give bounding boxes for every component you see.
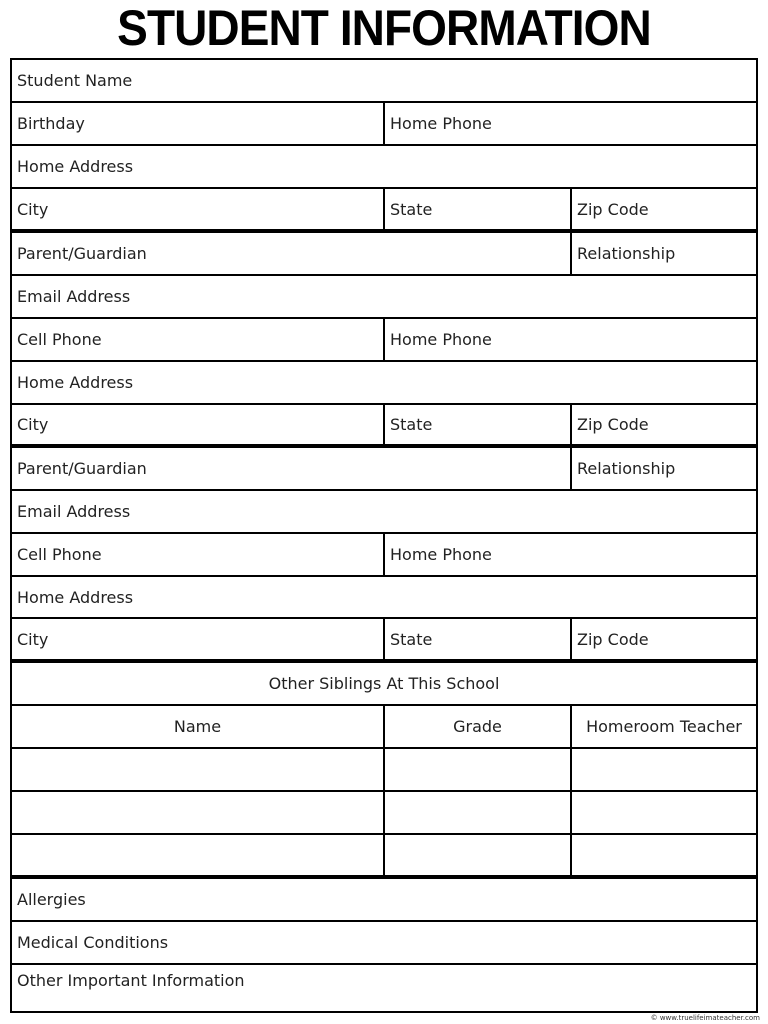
sibling-grade-cell[interactable] — [385, 792, 572, 833]
guardian2-address-row — [12, 577, 756, 619]
sibling-name-cell[interactable] — [12, 835, 385, 875]
guardian1-phone-row — [12, 319, 756, 362]
student-info-form — [10, 58, 758, 1013]
guardian2-email-row — [12, 491, 756, 534]
guardian2-home-address-field[interactable]: Home Address — [17, 587, 134, 607]
student-address-row — [12, 146, 756, 189]
student-home-address-field[interactable]: Home Address — [17, 157, 134, 176]
medical-row — [12, 922, 756, 965]
guardian2-city-row — [12, 619, 756, 663]
sibling-teacher-cell[interactable] — [572, 835, 756, 875]
guardian2-cell-phone-field[interactable]: Cell Phone — [12, 534, 385, 575]
student-city-row — [12, 189, 756, 233]
guardian2-city-field[interactable]: City — [12, 619, 385, 659]
allergies-row — [12, 879, 756, 922]
table-row — [12, 792, 756, 835]
sibling-name-cell[interactable] — [12, 749, 385, 790]
guardian2-email-field[interactable]: Email Address — [17, 502, 131, 521]
guardian1-address-row — [12, 362, 756, 405]
guardian2-relationship-field[interactable]: Relationship — [577, 459, 676, 478]
guardian1-home-address-field[interactable]: Home Address — [17, 373, 134, 392]
guardian1-parent-field[interactable]: Parent/Guardian — [12, 233, 572, 274]
table-row — [12, 749, 756, 792]
student-name-field[interactable]: Student Name — [17, 71, 133, 90]
table-row — [12, 835, 756, 879]
allergies-field[interactable]: Allergies — [17, 890, 86, 909]
student-zip-field[interactable]: Zip Code — [577, 199, 649, 219]
guardian2-phone-row — [12, 534, 756, 577]
sibling-teacher-cell[interactable] — [572, 792, 756, 833]
page-title: STUDENT INFORMATION — [117, 0, 651, 56]
other-important-info-field[interactable]: Other Important Information — [17, 971, 245, 990]
siblings-col-name: Name — [12, 706, 385, 747]
sibling-grade-cell[interactable] — [385, 835, 572, 875]
guardian1-email-row — [12, 276, 756, 319]
guardian1-email-field[interactable]: Email Address — [17, 287, 131, 306]
guardian2-state-field[interactable]: State — [385, 619, 572, 659]
sibling-teacher-cell[interactable] — [572, 749, 756, 790]
student-name-row — [12, 60, 756, 103]
birthday-row — [12, 103, 756, 146]
student-state-field[interactable]: State — [385, 189, 572, 229]
guardian1-cell-phone-field[interactable]: Cell Phone — [12, 319, 385, 360]
guardian1-relationship-field[interactable]: Relationship — [577, 244, 676, 263]
siblings-col-teacher: Homeroom Teacher — [586, 717, 742, 736]
other-info-row — [12, 965, 756, 1011]
guardian1-row — [12, 233, 756, 276]
guardian1-city-field[interactable]: City — [12, 405, 385, 444]
guardian1-city-row — [12, 405, 756, 448]
guardian2-home-phone-field[interactable]: Home Phone — [390, 545, 492, 564]
guardian2-row — [12, 448, 756, 491]
sibling-grade-cell[interactable] — [385, 749, 572, 790]
siblings-header-row — [12, 706, 756, 749]
sibling-name-cell[interactable] — [12, 792, 385, 833]
birthday-field[interactable]: Birthday — [12, 103, 385, 144]
guardian1-state-field[interactable]: State — [385, 405, 572, 444]
student-home-phone-field[interactable]: Home Phone — [390, 114, 492, 133]
siblings-col-grade: Grade — [385, 706, 572, 747]
guardian2-zip-field[interactable]: Zip Code — [577, 629, 649, 649]
copyright-footer: © www.truelifeimateacher.com — [650, 1014, 760, 1022]
medical-conditions-field[interactable]: Medical Conditions — [17, 933, 169, 952]
guardian2-parent-field[interactable]: Parent/Guardian — [12, 448, 572, 489]
guardian1-zip-field[interactable]: Zip Code — [577, 415, 649, 434]
student-city-field[interactable]: City — [12, 189, 385, 229]
siblings-heading: Other Siblings At This School — [268, 674, 500, 693]
guardian1-home-phone-field[interactable]: Home Phone — [390, 330, 492, 349]
siblings-heading-row — [12, 663, 756, 706]
